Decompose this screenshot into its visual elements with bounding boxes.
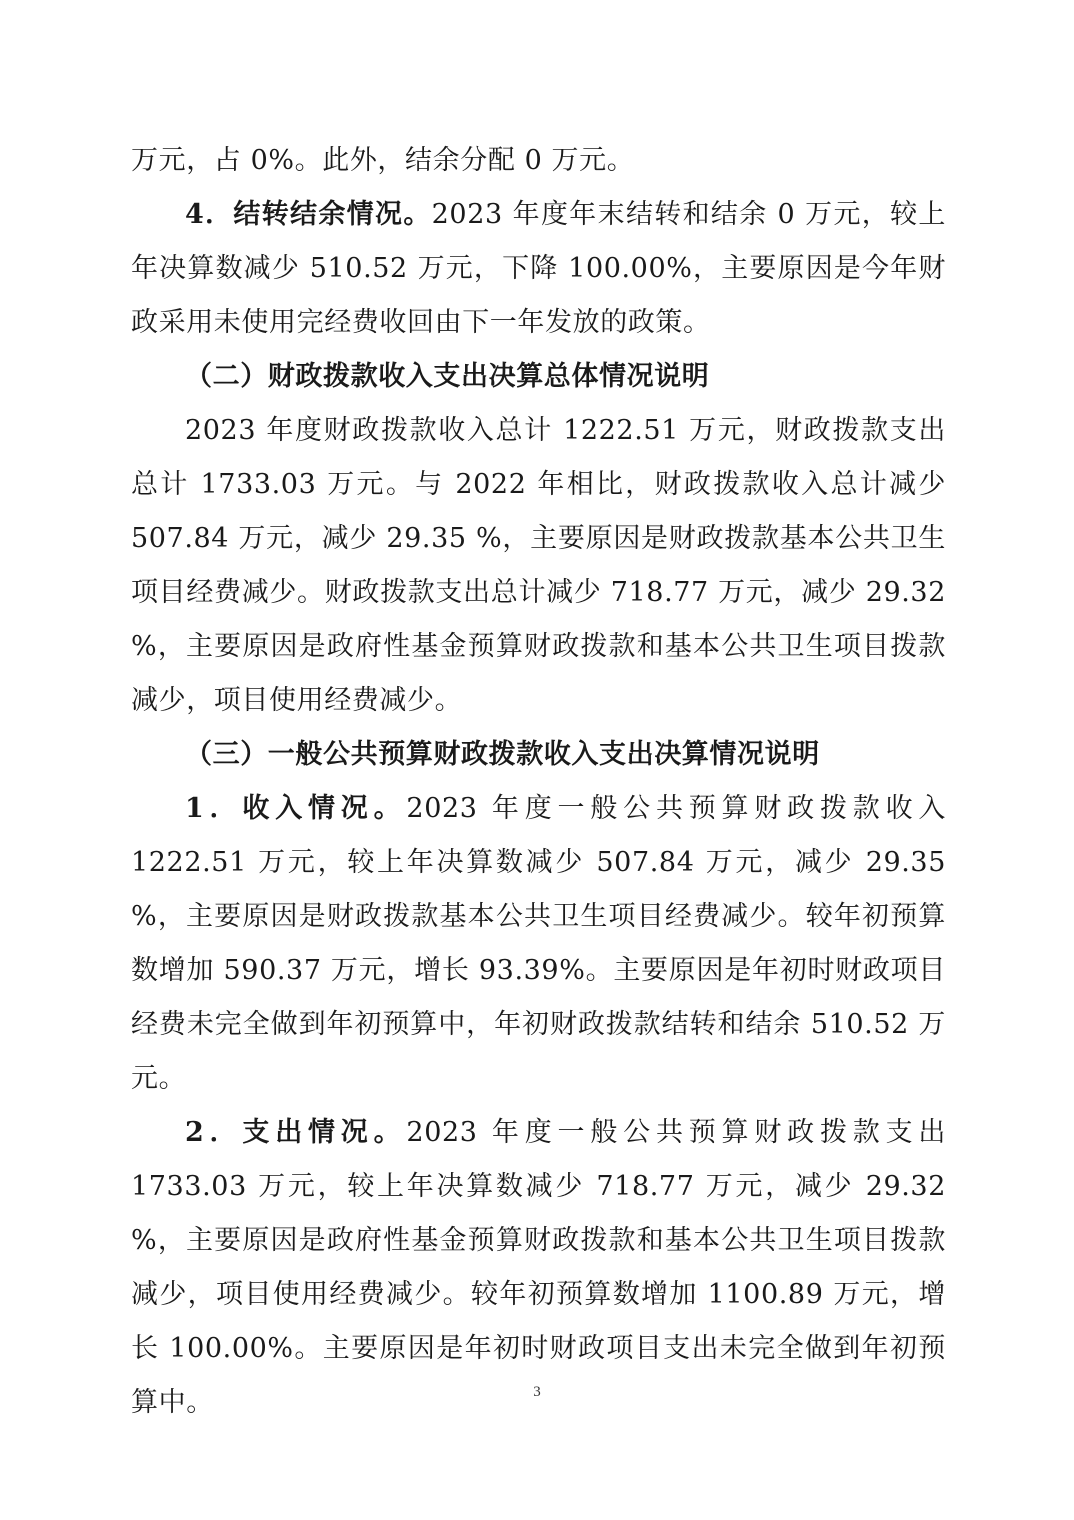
paragraph-text: 2023 年度财政拨款收入总计 1222.51 万元，财政拨款支出总计 1733.03 万元。与 2022 年相比，财政拨款收入总计减少 507.84 万元，减少 29.35 %，主要原因是财政拨款基本公共卫生项目经费减少。财政拨款支出总计减少 718.77 万元，减少 29.32 %，主要原因是政府性基金预算财政拨款和基本公共卫生项目拨款减少，项目使用经费减少。 bbox=[131, 415, 946, 716]
paragraph-text: 2023 年度一般公共预算财政拨款支出 1733.03 万元，较上年决算数减少 718.77 万元，减少 29.32 %，主要原因是政府性基金预算财政拨款和基本公共卫生项目拨款减少，项目使用经费减少。较年初预算数增加 1100.89 万元，增长 100.00%。主要原因是年初时财政项目支出未完全做到年初预算中。 bbox=[131, 1117, 946, 1418]
section-heading-2: （二）财政拨款收入支出决算总体情况说明 bbox=[185, 361, 710, 392]
paragraph-carryover-balance bbox=[131, 188, 946, 350]
paragraph-lead: 2．支出情况。 bbox=[185, 1117, 407, 1148]
document-body bbox=[131, 134, 946, 1430]
paragraph-continuation bbox=[131, 134, 946, 188]
paragraph-fiscal-overview bbox=[131, 404, 946, 728]
paragraph-lead: 4．结转结余情况。 bbox=[185, 199, 432, 230]
paragraph-lead: 1．收入情况。 bbox=[185, 793, 407, 824]
paragraph-text: 万元，占 0%。此外，结余分配 0 万元。 bbox=[131, 145, 635, 176]
section-heading-3: （三）一般公共预算财政拨款收入支出决算情况说明 bbox=[185, 739, 820, 770]
paragraph-income bbox=[131, 782, 946, 1106]
paragraph-expenditure bbox=[131, 1106, 946, 1430]
paragraph-text: 2023 年度一般公共预算财政拨款收入 1222.51 万元，较上年决算数减少 507.84 万元，减少 29.35 %，主要原因是财政拨款基本公共卫生项目经费减少。较年初预算数增加 590.37 万元，增长 93.39%。主要原因是年初时财政项目经费未完全做到年初预算中，年初财政拨款结转和结余 510.52 万元。 bbox=[131, 793, 946, 1094]
page-number: 3 bbox=[533, 1384, 541, 1400]
paragraph-text: 2023 年度年末结转和结余 0 万元，较上年决算数减少 510.52 万元，下降 100.00%，主要原因是今年财政采用未使用完经费收回由下一年发放的政策。 bbox=[131, 199, 946, 338]
